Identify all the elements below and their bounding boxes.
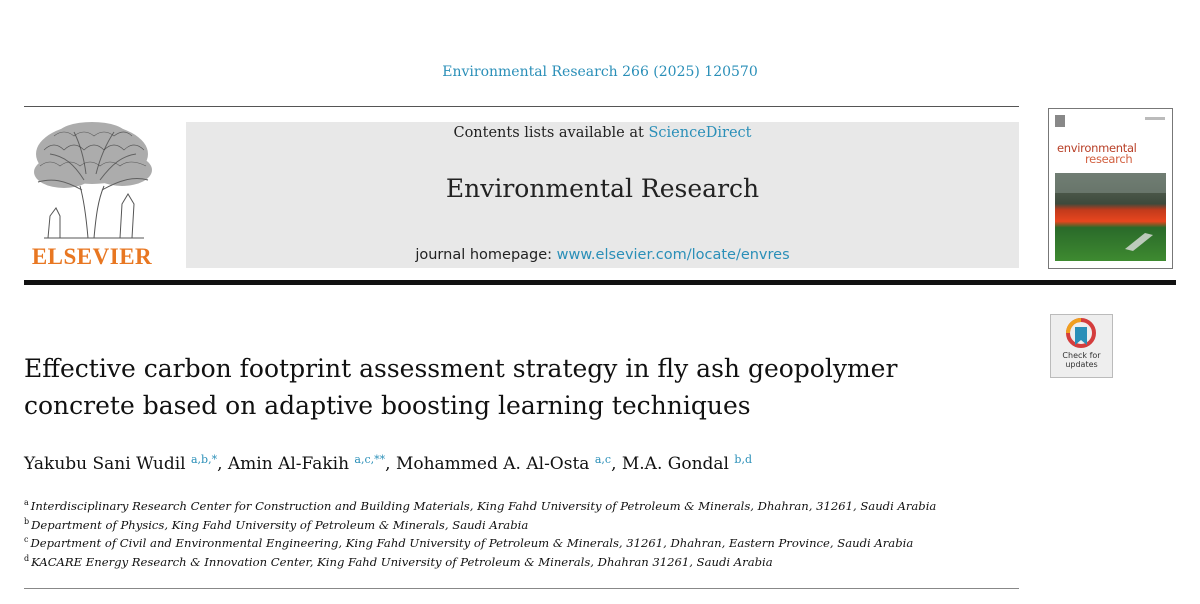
contents-prefix: Contents lists available at — [453, 125, 649, 141]
author-affiliation-sup[interactable]: a,b,* — [191, 453, 218, 466]
author-name[interactable]: Mohammed A. Al-Osta — [395, 454, 590, 474]
check-for-updates-label — [1051, 351, 1112, 369]
cover-brand-line2: research — [1085, 152, 1133, 166]
homepage-prefix: journal homepage: — [415, 247, 557, 263]
contents-line — [186, 125, 1019, 141]
check-text-line1: Check for — [1062, 351, 1101, 360]
journal-homepage-link[interactable]: www.elsevier.com/locate/envres — [556, 247, 790, 263]
article-title-line2: concrete based on adaptive boosting learning techniques — [24, 391, 751, 420]
journal-header-box — [186, 122, 1019, 268]
affiliation-item — [24, 513, 1124, 532]
author-list: Yakubu Sani Wudil $^{a,b,*}$, Amin Al-Fakih $^{a,c,**}$, Mohammed A. Al-Osta $^{a,c}$, M.A. Gondal $^{b,d}$ — [24, 453, 752, 474]
affiliation-text: Department of Physics, King Fahd University of Petroleum & Minerals, Saudi Arabia — [31, 517, 529, 532]
author-name[interactable]: M.A. Gondal — [621, 454, 729, 474]
top-divider — [24, 106, 1019, 107]
cover-brand-line1: environmental — [1057, 141, 1137, 155]
affiliation-text: Interdisciplinary Research Center for Construction and Building Materials, King Fahd University of Petroleum & Minerals, Dhahran, 31261, Saudi Arabia — [30, 499, 937, 513]
affiliation-item — [24, 494, 1124, 513]
elsevier-logo[interactable] — [24, 120, 160, 270]
affiliation-text: Department of Civil and Environmental Engineering, King Fahd University of Petroleum & Minerals, 31261, Dhahran, Eastern Province, Saudi Arabia — [30, 536, 914, 551]
affiliation-label: d — [24, 554, 30, 564]
affiliation-text: KACARE Energy Research & Innovation Center, King Fahd University of Petroleum & Minerals, Dhahran 31261, Saudi Arabia — [31, 555, 773, 570]
tree-illustration-icon — [24, 120, 160, 242]
affiliation-item — [24, 550, 1124, 569]
affiliation-label: c — [24, 535, 29, 545]
author-affiliation-sup[interactable]: b,d — [734, 453, 752, 466]
author-affiliation-sup[interactable]: a,c,** — [354, 453, 386, 466]
journal-cover-image[interactable] — [1048, 108, 1173, 269]
affiliation-label: b — [24, 516, 30, 526]
affiliations-list — [24, 494, 1124, 569]
sciencedirect-link[interactable]: ScienceDirect — [648, 125, 752, 141]
journal-citation[interactable] — [0, 64, 1200, 80]
bottom-divider — [24, 588, 1019, 589]
article-title — [24, 350, 984, 424]
homepage-line — [186, 247, 1019, 263]
check-text-line2: updates — [1065, 360, 1098, 369]
author-name[interactable]: Yakubu Sani Wudil — [24, 454, 186, 474]
citation-text[interactable]: Environmental Research 266 (2025) 120570 — [442, 64, 758, 80]
affiliation-item — [24, 531, 1124, 550]
affiliation-label: a — [24, 498, 29, 507]
cover-art-icon — [1049, 109, 1172, 268]
article-title-line1: Effective carbon footprint assessment strategy in fly ash geopolymer — [24, 354, 898, 383]
elsevier-wordmark: ELSEVIER — [31, 244, 153, 269]
cover-brand — [1057, 143, 1137, 165]
author-affiliation-sup[interactable]: a,c — [594, 453, 612, 466]
check-for-updates-button[interactable] — [1050, 314, 1113, 378]
check-updates-icon — [1061, 317, 1101, 353]
journal-title: Environmental Research — [445, 174, 760, 203]
header-divider — [24, 280, 1176, 285]
author-name[interactable]: Amin Al-Fakih — [227, 454, 350, 474]
